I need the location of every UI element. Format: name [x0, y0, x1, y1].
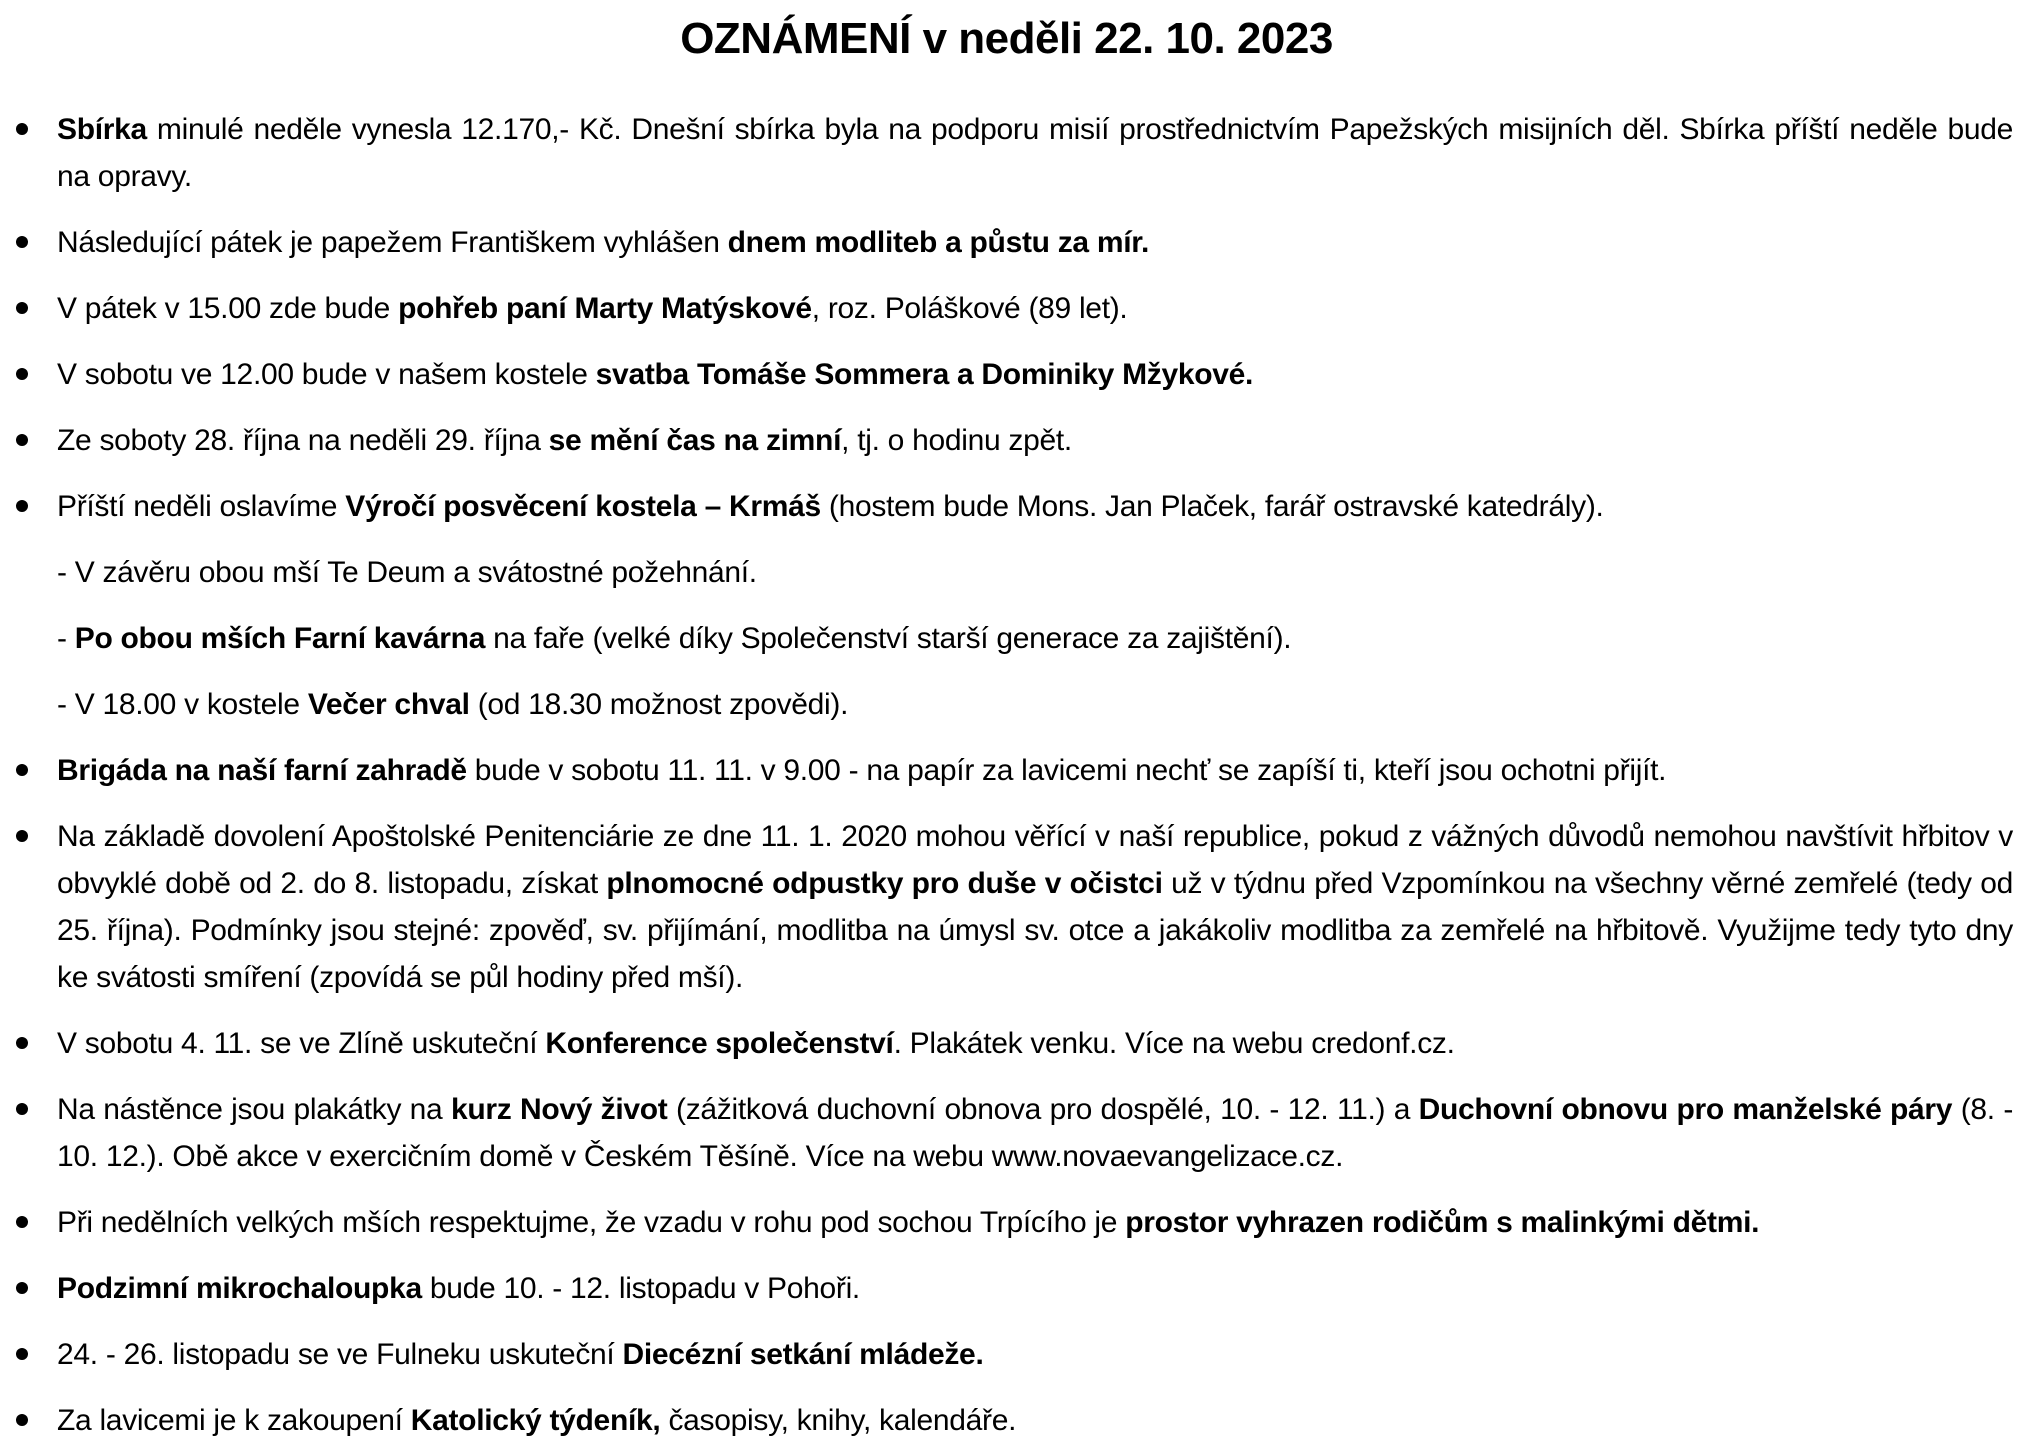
announcement-text: Následující pátek je papežem Františkem vyhlášen dnem modliteb a půstu za mír.	[57, 226, 1150, 259]
announcement-item	[0, 1265, 2013, 1312]
bullet-icon	[16, 368, 28, 380]
announcement-text: - Po obou mších Farní kavárna na faře (velké díky Společenství starší generace za zajištění).	[57, 622, 1292, 655]
announcement-item	[0, 747, 2013, 794]
announcement-item	[0, 483, 2013, 530]
announcement-text: Na základě dovolení Apoštolské Penitenciárie ze dne 11. 1. 2020 mohou věřící v naší republice, pokud z vážných důvodů nemohou navštívit hřbitov v obvyklé době od 2. do 8. listopadu, získat plnomocné odpustky pro duše v očistci už v týdnu před Vzpomínkou na všechny věrné zemřelé (tedy od 25. října). Podmínky jsou stejné: zpověď, sv. přijímání, modlitba na úmysl sv. otce a jakákoliv modlitba za zemřelé na hřbitově. Využijme tedy tyto dny ke svátosti smíření (zpovídá se půl hodiny před mší).	[57, 820, 2014, 994]
bullet-icon	[16, 1216, 28, 1228]
announcement-text: - V závěru obou mší Te Deum a svátostné požehnání.	[57, 556, 757, 589]
announcement-text: Sbírka minulé neděle vynesla 12.170,- Kč. Dnešní sbírka byla na podporu misií prostřednictvím Papežských misijních děl. Sbírka příští neděle bude na opravy.	[57, 113, 2013, 193]
bullet-icon	[16, 434, 28, 446]
announcement-text: Podzimní mikrochaloupka bude 10. - 12. listopadu v Pohoři.	[57, 1272, 860, 1305]
announcement-item	[0, 1397, 2013, 1444]
announcement-text: Na nástěnce jsou plakátky na kurz Nový život (zážitková duchovní obnova pro dospělé, 10. - 12. 11.) a Duchovní obnovu pro manželské páry (8. - 10. 12.). Obě akce v exercičním domě v Českém Těšíně. Více na webu www.novaevangelizace.cz.	[57, 1093, 2014, 1173]
announcement-subitem	[0, 615, 2013, 662]
bullet-icon	[16, 1037, 28, 1049]
announcement-text: 24. - 26. listopadu se ve Fulneku uskuteční Diecézní setkání mládeže.	[57, 1338, 984, 1371]
announcement-item	[0, 351, 2013, 398]
bullet-icon	[16, 302, 28, 314]
announcement-item	[0, 1331, 2013, 1378]
announcement-text: - V 18.00 v kostele Večer chval (od 18.30 možnost zpovědi).	[57, 688, 849, 721]
announcement-text: Brigáda na naší farní zahradě bude v sobotu 11. 11. v 9.00 - na papír za lavicemi nechť se zapíší ti, kteří jsou ochotni přijít.	[57, 754, 1667, 787]
announcement-text: Příští neděli oslavíme Výročí posvěcení kostela – Krmáš (hostem bude Mons. Jan Plaček, farář ostravské katedrály).	[57, 490, 1604, 523]
bullet-icon	[16, 1103, 28, 1115]
announcement-item	[0, 1020, 2013, 1067]
announcement-text: Při nedělních velkých mších respektujme, že vzadu v rohu pod sochou Trpícího je prostor vyhrazen rodičům s malinkými dětmi.	[57, 1206, 1760, 1239]
announcement-text: V sobotu ve 12.00 bude v našem kostele svatba Tomáše Sommera a Dominiky Mžykové.	[57, 358, 1254, 391]
announcement-text: Ze soboty 28. října na neděli 29. října se mění čas na zimní, tj. o hodinu zpět.	[57, 424, 1072, 457]
announcement-list	[0, 106, 2013, 1444]
announcement-item	[0, 417, 2013, 464]
bullet-icon	[16, 830, 28, 842]
announcement-item	[0, 219, 2013, 266]
bullet-icon	[16, 500, 28, 512]
announcement-subitem	[0, 681, 2013, 728]
bullet-icon	[16, 123, 28, 135]
bullet-icon	[16, 1414, 28, 1426]
announcement-text: Za lavicemi je k zakoupení Katolický týdeník, časopisy, knihy, kalendáře.	[57, 1404, 1017, 1437]
announcement-text: V pátek v 15.00 zde bude pohřeb paní Marty Matýskové, roz. Poláškové (89 let).	[57, 292, 1128, 325]
announcement-text: V sobotu 4. 11. se ve Zlíně uskuteční Konference společenství. Plakátek venku. Více na webu credonf.cz.	[57, 1027, 1455, 1060]
announcement-item	[0, 813, 2013, 1001]
announcement-item	[0, 1199, 2013, 1246]
page-title: OZNÁMENÍ v neděli 22. 10. 2023	[680, 14, 1333, 63]
announcement-item	[0, 1086, 2013, 1180]
bullet-icon	[16, 1282, 28, 1294]
announcement-subitem	[0, 549, 2013, 596]
bullet-icon	[16, 764, 28, 776]
bullet-icon	[16, 1348, 28, 1360]
announcement-item	[0, 106, 2013, 200]
bullet-icon	[16, 236, 28, 248]
announcement-item	[0, 285, 2013, 332]
